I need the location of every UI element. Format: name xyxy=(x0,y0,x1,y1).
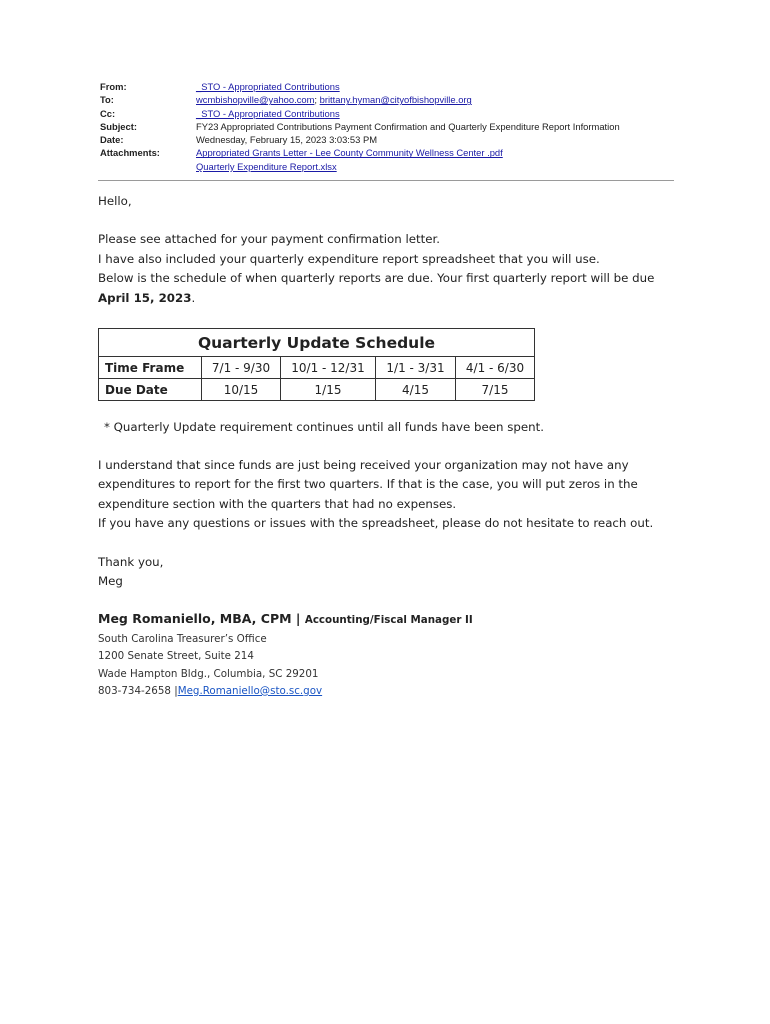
subject-row xyxy=(100,120,680,133)
signature-separator: | xyxy=(291,611,305,626)
due-period: . xyxy=(191,290,196,305)
body-paragraph: I understand that since funds are just being received your organization may not have any expenditures to report for the first two quarters. If that is the case, you will put zeros in the expenditure section with the quarters that had no expenses. xyxy=(98,458,638,511)
to-value xyxy=(196,93,680,106)
table-cell: 7/15 xyxy=(456,379,535,401)
schedule-note: * Quarterly Update requirement continues until all funds have been spent. xyxy=(104,420,545,434)
greeting: Hello, xyxy=(98,194,132,208)
to-label: To: xyxy=(100,94,114,106)
signature-name: Meg Romaniello, MBA, CPM xyxy=(98,611,292,626)
signature-email-link[interactable]: Meg.Romaniello@sto.sc.gov xyxy=(177,684,323,697)
email-header xyxy=(100,80,680,173)
signature-title: Accounting/Fiscal Manager II xyxy=(304,614,473,626)
cc-label: Cc: xyxy=(100,107,116,119)
body-line-due xyxy=(98,269,678,308)
cc-row xyxy=(100,107,680,120)
attachments-list xyxy=(196,146,680,173)
signature-contact xyxy=(98,683,698,700)
date-label: Date: xyxy=(100,134,124,146)
due-text: Below is the schedule of when quarterly reports are due. Your first quarterly report will be due xyxy=(98,271,655,286)
date-value: Wednesday, February 15, 2023 3:03:53 PM xyxy=(196,134,378,146)
table-cell: 10/15 xyxy=(202,379,281,401)
table-cell: 1/15 xyxy=(281,379,376,401)
attachment-link[interactable]: Quarterly Expenditure Report.xlsx xyxy=(196,160,337,172)
table-cell: 4/15 xyxy=(376,379,456,401)
signature-street: 1200 Senate Street, Suite 214 xyxy=(98,650,254,663)
due-date-bold: April 15, 2023 xyxy=(98,290,192,305)
body-line: I have also included your quarterly expenditure report spreadsheet that you will use. xyxy=(98,251,600,266)
body-paragraph: If you have any questions or issues with the spreadsheet, please do not hesitate to reach out. xyxy=(98,516,654,531)
attachment-link[interactable]: Appropriated Grants Letter - Lee County Community Wellness Center .pdf xyxy=(196,147,503,159)
email-body xyxy=(98,192,678,308)
signature-phone: 803-734-2658 | xyxy=(98,684,178,697)
to-recipient-1[interactable]: wcmbishopville@yahoo.com xyxy=(196,94,315,106)
header-divider xyxy=(98,180,674,181)
subject-label: Subject: xyxy=(100,120,137,132)
signature-name-line xyxy=(98,608,698,631)
table-row xyxy=(99,379,535,401)
attachments-label: Attachments: xyxy=(100,147,160,159)
quarterly-schedule-table xyxy=(98,328,535,401)
row-header-time-frame: Time Frame xyxy=(99,357,202,379)
from-label: From: xyxy=(100,81,127,92)
subject-value: FY23 Appropriated Contributions Payment Confirmation and Quarterly Expenditure Report Information xyxy=(196,120,620,132)
from-value[interactable]: _STO - Appropriated Contributions xyxy=(196,81,340,92)
to-recipient-2[interactable]: brittany.hyman@cityofbishopville.org xyxy=(319,94,472,106)
table-row xyxy=(99,357,535,379)
to-row xyxy=(100,93,680,106)
signature-office: South Carolina Treasurer’s Office xyxy=(98,633,267,645)
closing: Thank you, xyxy=(98,554,164,569)
table-cell: 1/1 - 3/31 xyxy=(376,357,456,379)
from-row xyxy=(100,80,680,93)
signature-block xyxy=(98,608,698,700)
table-cell: 10/1 - 12/31 xyxy=(281,357,376,379)
signature-city: Wade Hampton Bldg., Columbia, SC 29201 xyxy=(98,667,319,680)
table-title: Quarterly Update Schedule xyxy=(99,329,535,357)
row-header-due-date: Due Date xyxy=(99,379,202,401)
closing-name: Meg xyxy=(98,574,123,589)
cc-value[interactable]: _STO - Appropriated Contributions xyxy=(196,107,340,119)
date-row xyxy=(100,133,680,146)
attachments-row xyxy=(100,146,680,173)
email-body-continued xyxy=(98,456,688,591)
body-line: Please see attached for your payment confirmation letter. xyxy=(98,232,441,247)
to-separator: ; xyxy=(314,94,318,106)
table-cell: 4/1 - 6/30 xyxy=(456,357,535,379)
table-cell: 7/1 - 9/30 xyxy=(202,357,281,379)
